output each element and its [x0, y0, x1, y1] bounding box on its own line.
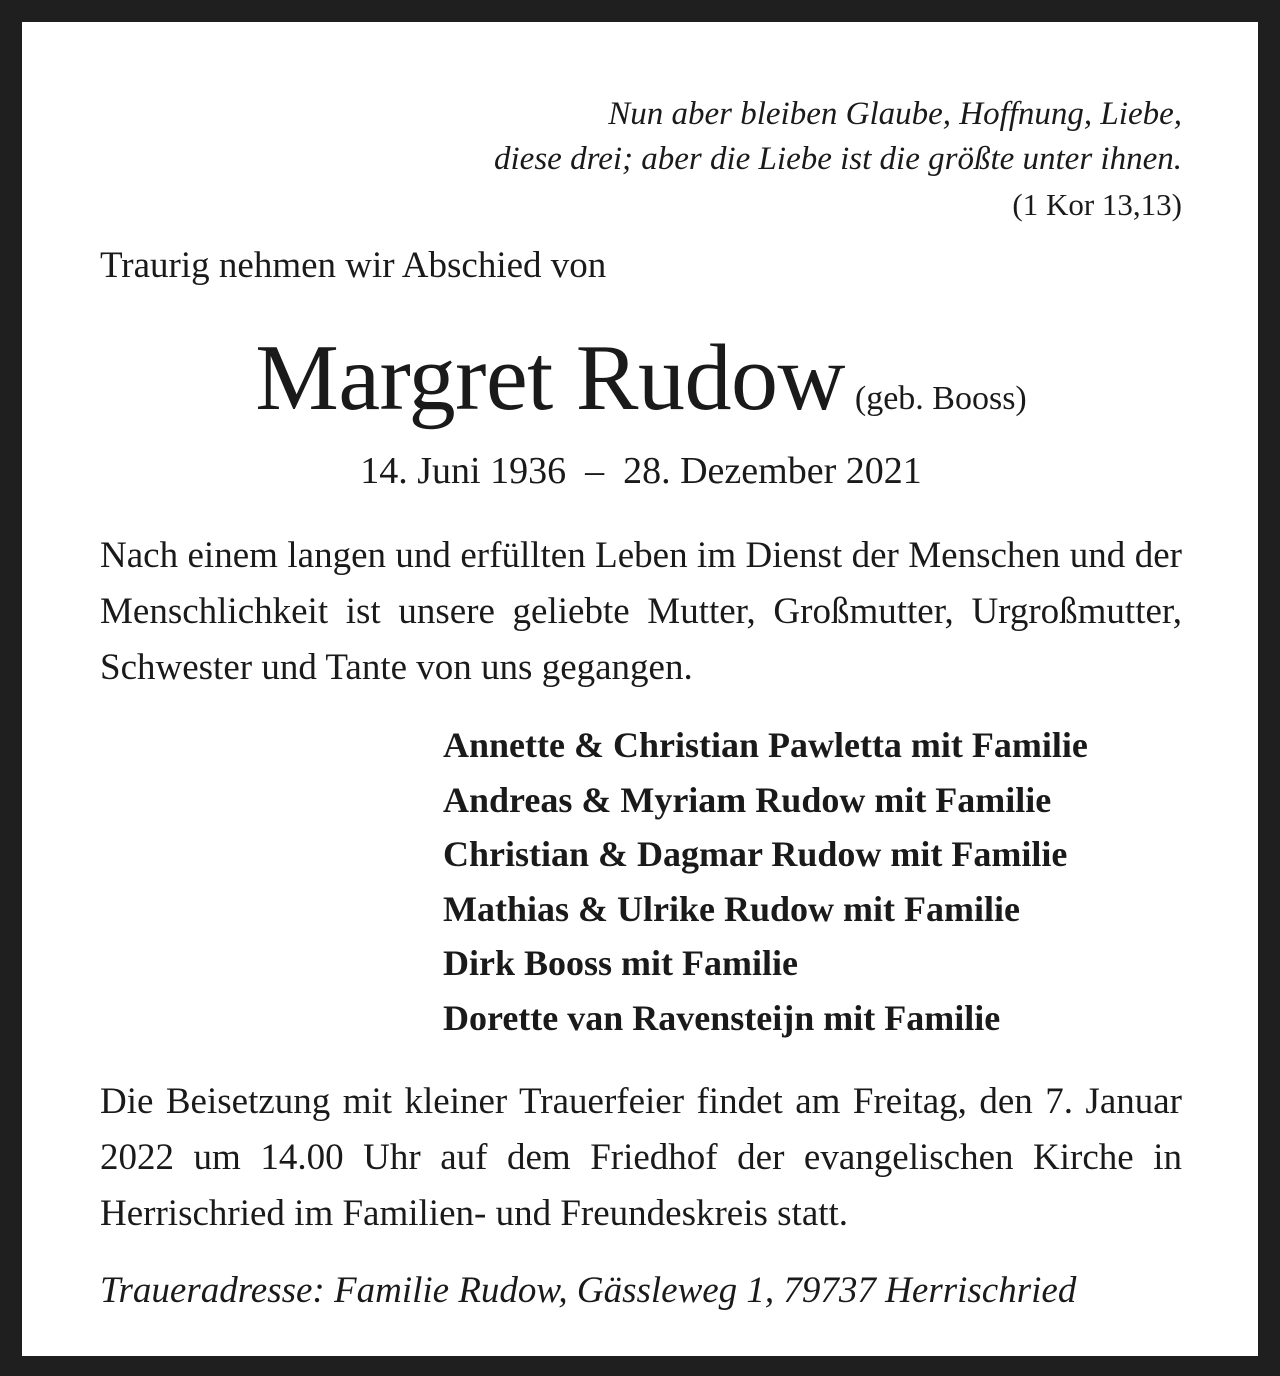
bible-verse	[494, 92, 1182, 227]
mourner-entry: Dirk Booss mit Familie	[443, 943, 798, 983]
mourner-entry: Andreas & Myriam Rudow mit Familie	[443, 779, 1052, 820]
mourner-entry: Mathias & Ulrike Rudow mit Familie	[443, 888, 1020, 929]
obituary-content	[100, 22, 1182, 1356]
intro-text: Traurig nehmen wir Abschied von	[100, 245, 607, 286]
mourner-entry: Dorette van Ravensteijn mit Familie	[443, 997, 1001, 1038]
mourners-list	[443, 718, 1088, 1045]
mourner-entry: Annette & Christian Pawletta mit Familie	[443, 725, 1088, 765]
deceased-name: Margret Rudow	[255, 326, 845, 430]
mourner-entry: Christian & Dagmar Rudow mit Familie	[443, 834, 1068, 874]
funeral-notice: Die Beisetzung mit kleiner Trauerfeier findet am Freitag, den 7. Januar 2022 um 14.00 Uhr auf dem Friedhof der evangelischen Kirche in Herrischried im Familien- und Freundeskreis statt.	[100, 1081, 1182, 1234]
life-dates: 14. Juni 1936 – 28. Dezember 2021	[360, 450, 922, 492]
deceased-name-line	[100, 318, 1182, 438]
maiden-name: (geb. Booss)	[854, 380, 1027, 417]
verse-line-2: diese drei; aber die Liebe ist die größte unter ihnen.	[494, 141, 1182, 177]
obituary-message	[100, 528, 1182, 696]
verse-line-1: Nun aber bleiben Glaube, Hoffnung, Liebe,	[608, 96, 1182, 132]
message-paragraph: Nach einem langen und erfüllten Leben im Dienst der Menschen und der Menschlichkeit ist unsere geliebte Mutter, Großmutter, Urgroßmutter, Schwester und Tante von uns gegangen.	[100, 535, 1182, 688]
mourning-address: Traueradresse: Familie Rudow, Gässleweg 1, 79737 Herrischried	[100, 1270, 1077, 1311]
verse-reference: (1 Kor 13,13)	[1012, 187, 1182, 222]
